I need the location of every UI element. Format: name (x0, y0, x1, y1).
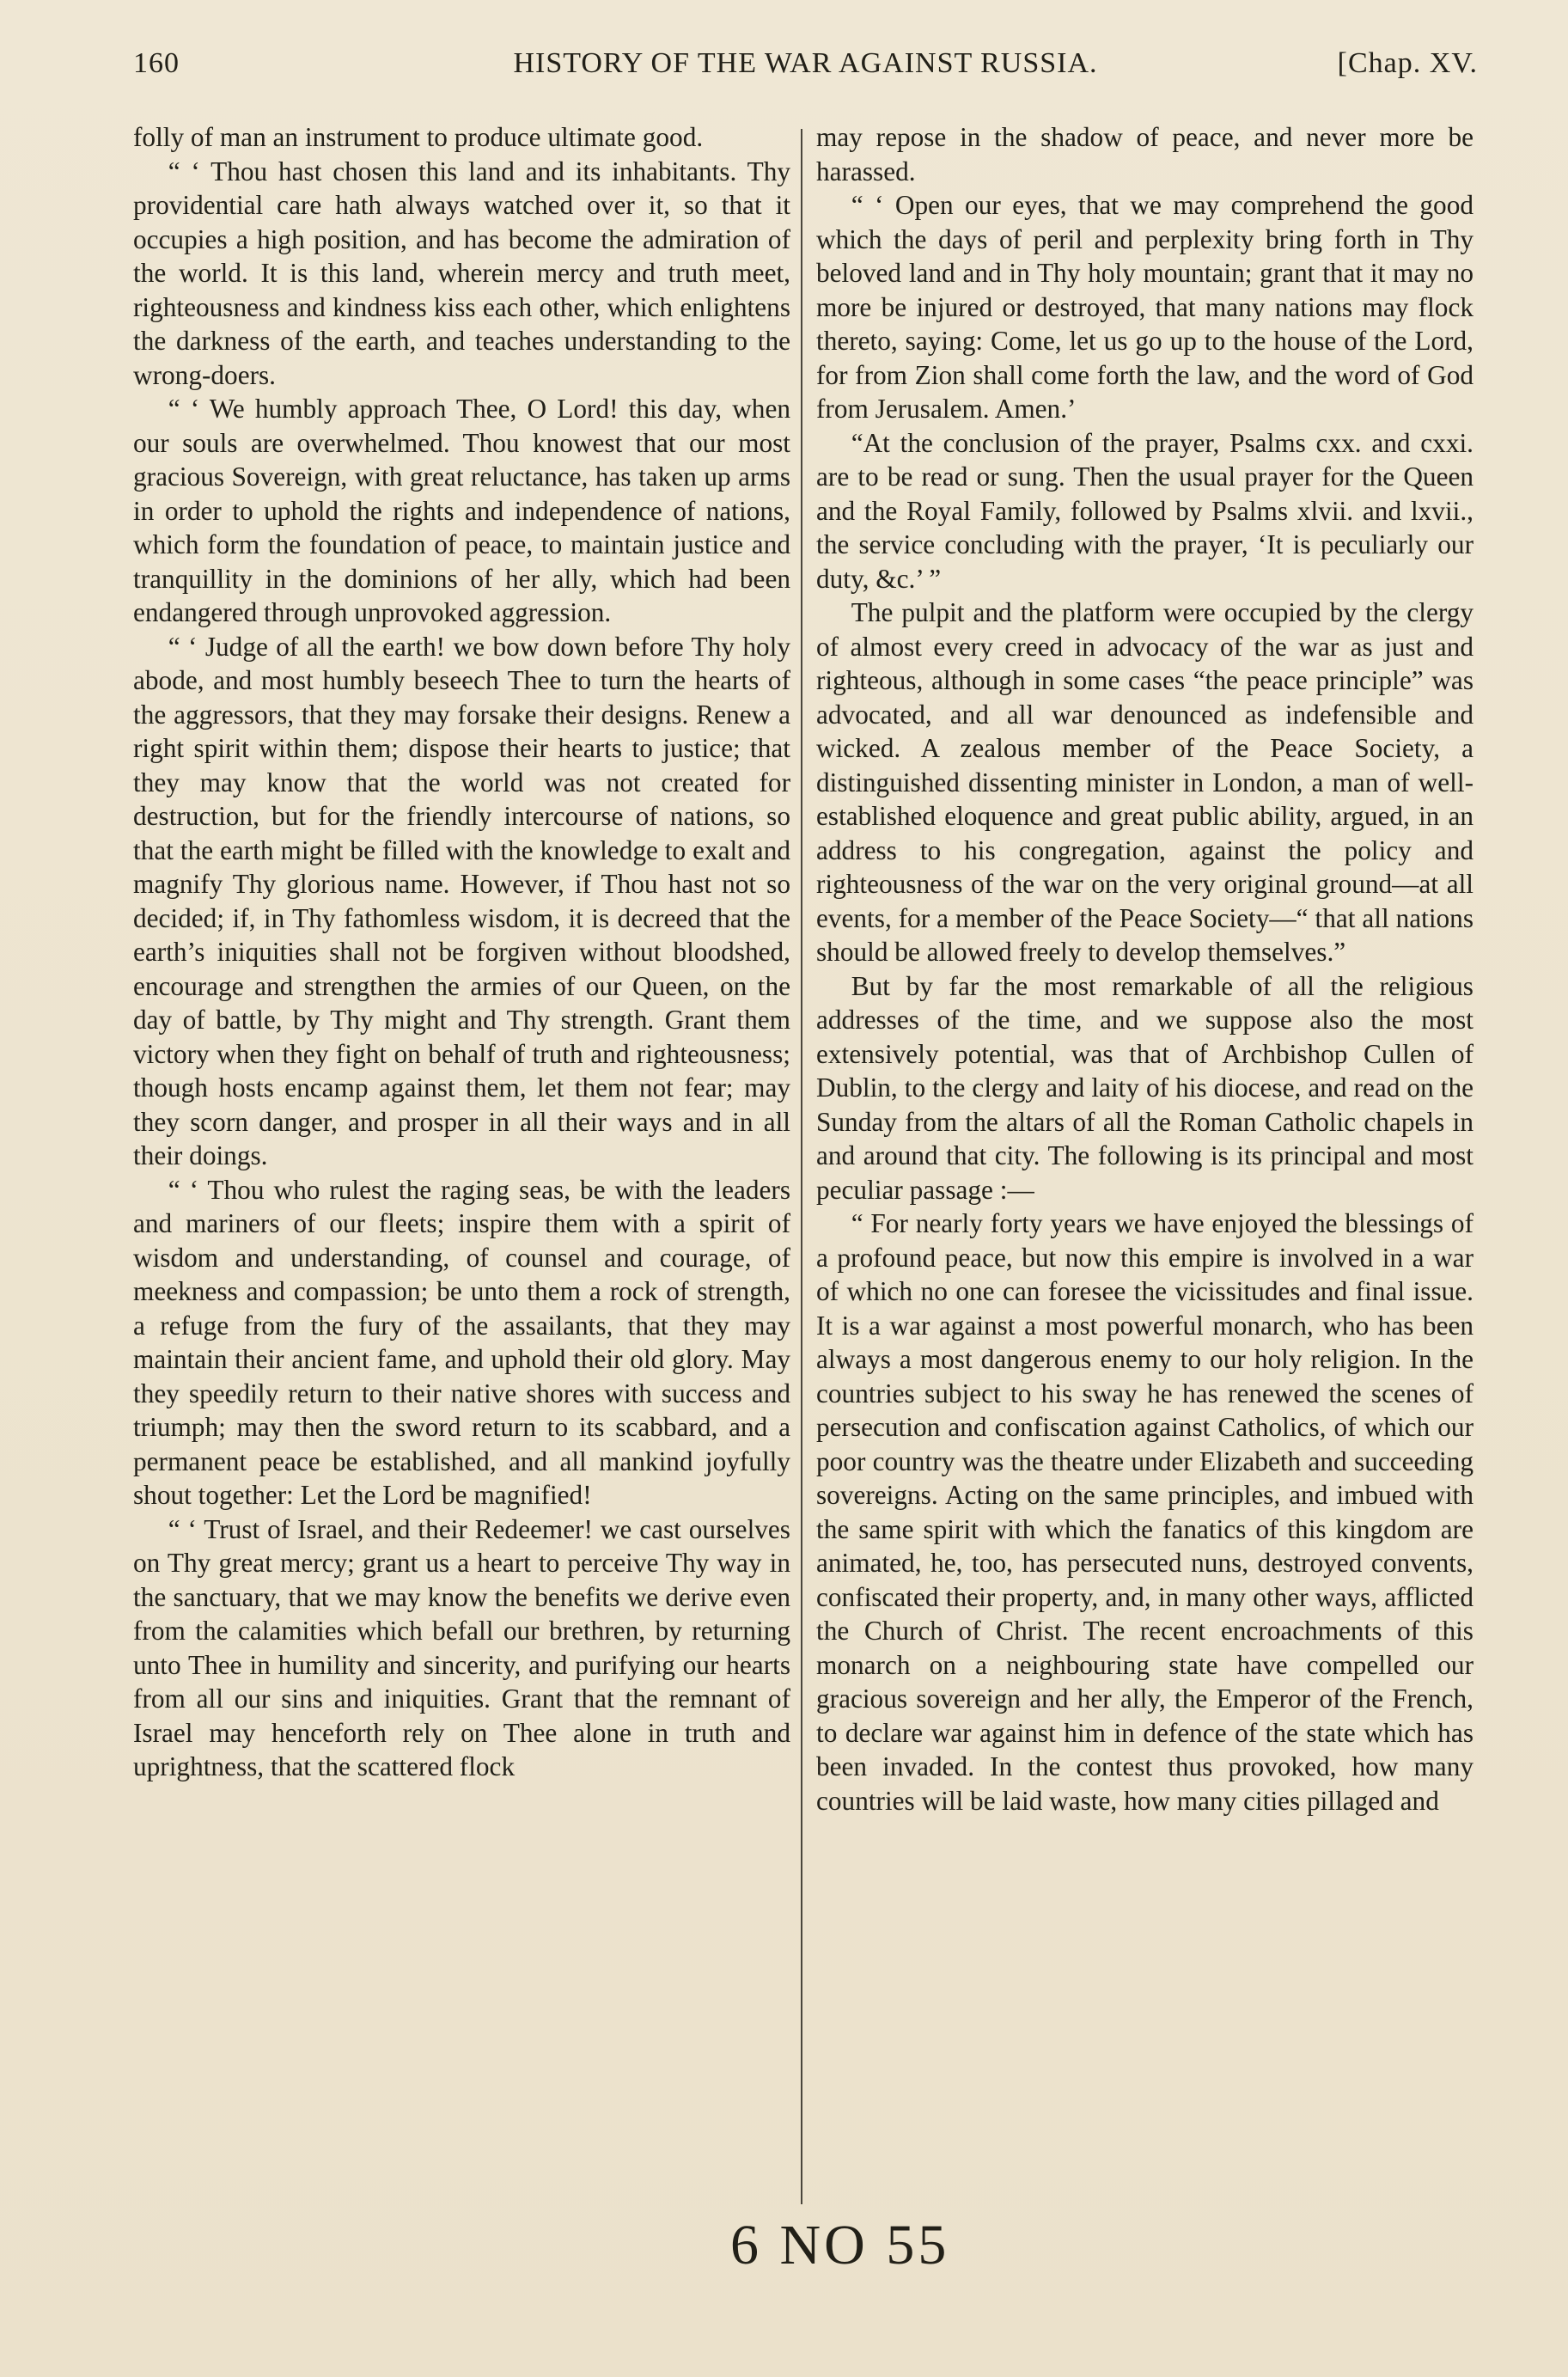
paragraph: “ ‘ Trust of Israel, and their Redeemer! we cast ourselves on Thy great mercy; grant us a heart to perceive Thy way in the sanctuary, that we may know the benefits we derive even from the calamities which befall our brethren, by returning unto Thee in humility and sincerity, and purifying our hearts from all our sins and iniquities. Grant that the remnant of Israel may henceforth rely on Thee alone in truth and uprightness, that the scattered flock (133, 1513, 790, 1781)
right-column (816, 120, 1473, 2200)
paragraph: “At the conclusion of the prayer, Psalms cxx. and cxxi. are to be read or sung. Then the usual prayer for the Queen and the Royal Family, followed by Psalms xlvii. and lxvii., the service concluding with the prayer, ‘It is peculiarly our duty, &c.’ ” (816, 427, 1473, 594)
paragraph-continuation: may repose in the shadow of peace, and never more be harassed. (816, 122, 1473, 186)
printer-signature-mark: 6 NO 55 (730, 2214, 950, 2276)
running-title: HISTORY OF THE WAR AGAINST RUSSIA. (513, 47, 1098, 79)
paragraph: “ For nearly forty years we have enjoyed the blessings of a profound peace, but now this empire is involved in a war of which no one can foresee the vicissitudes and final issue. It is a war against a most powerful monarch, who has been always a most dangerous enemy to our holy religion. In the countries subject to his sway he has renewed the scenes of persecution and confiscation against Catholics, of which our poor country was the theatre under Elizabeth and succeeding sovereigns. Acting on the same principles, and imbued with the same spirit with which the fanatics of this kingdom are animated, he, too, has persecuted nuns, destroyed convents, confiscated their property, and, in many other ways, afflicted the Church of Christ. The recent encroachments of this monarch on a neighbouring state have compelled our gracious sovereign and her ally, the Emperor of the French, to declare war against him in defence of the state which has been invaded. In the contest thus provoked, how many countries will be laid waste, how many cities pillaged and (816, 1208, 1473, 1816)
column-divider (801, 129, 802, 2204)
page-number: 160 (133, 47, 180, 79)
paragraph-continuation: folly of man an instrument to produce ultimate good. (133, 122, 704, 152)
paragraph: “ ‘ Judge of all the earth! we bow down before Thy holy abode, and most humbly beseech Thee to turn the hearts of the aggressors, that they may forsake their designs. Renew a right spirit within them; dispose their hearts to justice; that they may know that the world was not created for destruction, but for the friendly intercourse of nations, so that the earth might be filled with the knowledge to exalt and magnify Thy glorious name. However, if Thou hast not so decided; if, in Thy fathomless wisdom, it is decreed that the earth’s iniquities shall not be forgiven without bloodshed, encourage and strengthen the armies of our Queen, on the day of battle, by Thy might and Thy strength. Grant them victory when they fight on behalf of truth and righteousness; though hosts encamp against them, let them not fear; may they scorn danger, and prosper in all their ways and in all their doings. (133, 631, 790, 1170)
chapter-label: [Chap. XV. (1337, 47, 1478, 79)
running-head (133, 47, 1478, 90)
paragraph: But by far the most remarkable of all the religious addresses of the time, and we suppose also the most extensively potential, was that of Archbishop Cullen of Dublin, to the clergy and laity of his diocese, and read on the Sunday from the altars of all the Roman Catholic chapels in and around that city. The following is its principal and most peculiar passage :— (816, 970, 1473, 1205)
left-column (133, 120, 790, 2200)
paragraph: “ ‘ Open our eyes, that we may comprehend the good which the days of peril and perplexity bring forth in Thy beloved land and in Thy holy mountain; grant that it may no more be injured or destroyed, that many nations may flock thereto, saying: Come, let us go up to the house of the Lord, for from Zion shall come forth the law, and the word of God from Jerusalem. Amen.’ (816, 190, 1473, 424)
paragraph: The pulpit and the platform were occupied by the clergy of almost every creed in advocacy of the war as just and righteous, although in some cases “the peace principle” was advocated, and all war denounced as indefensible and wicked. A zealous member of the Peace Society, a distinguished dissenting minister in London, a man of well-established eloquence and great public ability, argued, in an address to his congregation, against the policy and righteousness of the war on the very original ground—at all events, for a member of the Peace Society—“ that all nations should be allowed freely to develop themselves.” (816, 597, 1473, 967)
paragraph: “ ‘ Thou who rulest the raging seas, be with the leaders and mariners of our fleets; inspire them with a spirit of wisdom and understanding, of counsel and courage, of meekness and compassion; be unto them a rock of strength, a refuge from the fury of the assailants, that they may maintain their ancient fame, and uphold their old glory. May they speedily return to their native shores with success and triumph; may then the sword return to its scabbard, and a permanent peace be established, and all mankind joyfully shout together: Let the Lord be magnified! (133, 1174, 790, 1510)
paragraph: “ ‘ Thou hast chosen this land and its inhabitants. Thy providential care hath always watched over it, so that it occupies a high position, and has become the admiration of the world. It is this land, wherein mercy and truth meet, righteousness and kindness kiss each other, which enlightens the darkness of the earth, and teaches understanding to the wrong-doers. (133, 156, 790, 390)
paragraph: “ ‘ We humbly approach Thee, O Lord! this day, when our souls are overwhelmed. Thou knowest that our most gracious Sovereign, with great reluctance, has taken up arms in order to uphold the rights and independence of nations, which form the foundation of peace, to maintain justice and tranquillity in the dominions of her ally, which had been endangered through unprovoked aggression. (133, 394, 790, 627)
